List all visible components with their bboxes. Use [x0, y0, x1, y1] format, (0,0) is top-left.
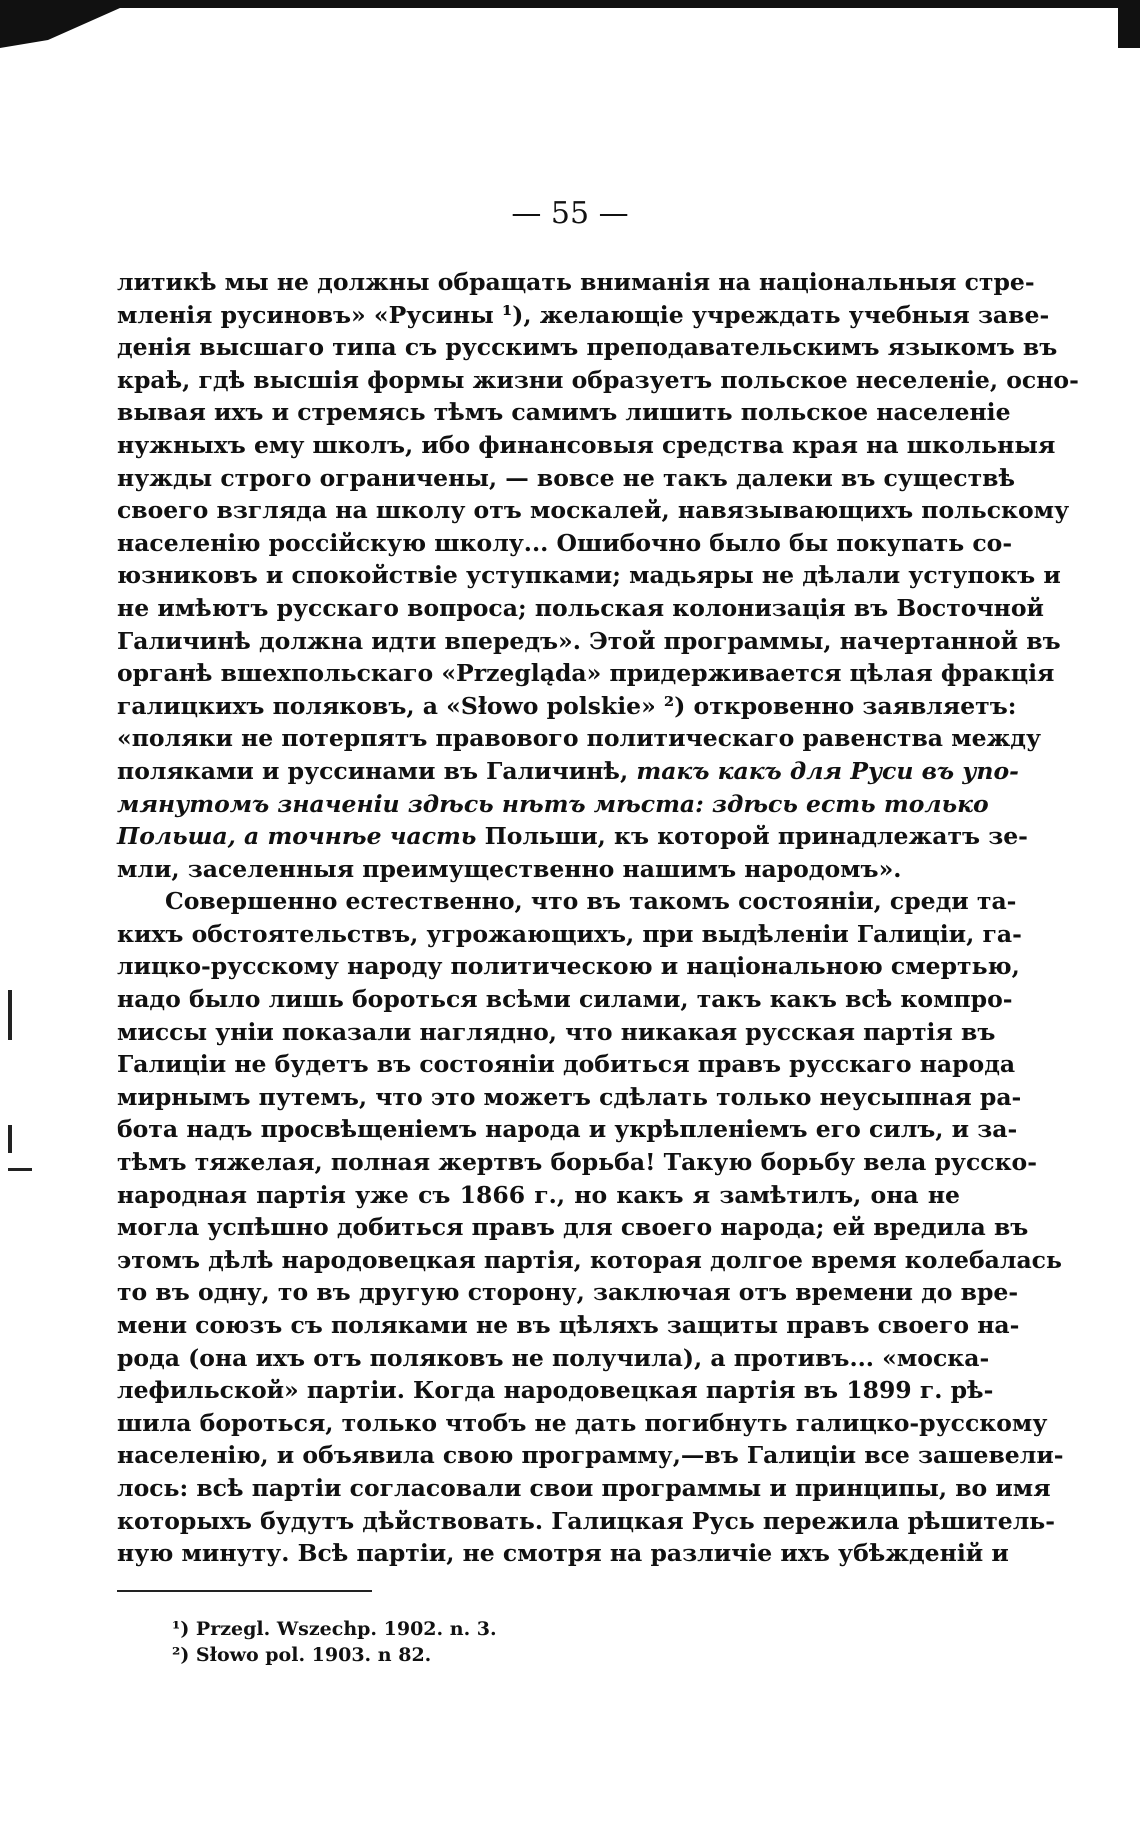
- scan-edge-mark: [8, 1125, 12, 1153]
- text-line: населенію, и объявила свою программу,—въ Галиціи все зашевели-: [117, 1441, 1064, 1470]
- text-line: своего взгляда на школу отъ москалей, навязывающихъ польскому: [117, 496, 1070, 525]
- body-text: [117, 266, 1079, 1570]
- text-line: тѣмъ тяжелая, полная жертвъ борьба! Такую борьбу вела русско-: [117, 1148, 1037, 1177]
- text-line: которыхъ будутъ дѣйствовать. Галицкая Русь пережила рѣшитель-: [117, 1506, 1056, 1535]
- text-line: лось: всѣ партіи согласовали свои программы и принципы, во имя: [117, 1473, 1051, 1502]
- footnote: ²) Słowo pol. 1903. n 82.: [172, 1644, 432, 1666]
- text-line: литикѣ мы не должны обращать вниманія на національныя стре-: [117, 268, 1035, 296]
- scan-corner-mark-right: [1118, 0, 1140, 48]
- italic-text: Польша, а точнѣе часть: [117, 822, 477, 851]
- text-line: «поляки не потерпятъ правового политическаго равенства между: [117, 724, 1042, 753]
- text-line: народная партія уже съ 1866 г., но какъ я замѣтилъ, она не: [117, 1180, 960, 1209]
- text-line: [117, 788, 989, 821]
- text-line: органѣ вшехпольскаго «Przegląda» придерживается цѣлая фракція: [117, 659, 1055, 688]
- text-line: могла успѣшно добиться правъ для своего народа; ей вредила въ: [117, 1213, 1029, 1242]
- text-line: мирнымъ путемъ, что это можетъ сдѣлать только неусыпная ра-: [117, 1082, 1022, 1111]
- text-line: мени союзъ съ поляками не въ цѣляхъ защиты правъ своего на-: [117, 1311, 1020, 1339]
- scan-edge-mark: [8, 1168, 32, 1171]
- text-line: [117, 820, 1028, 853]
- text-line: Совершенно естественно, что въ такомъ состояніи, среди та-: [165, 887, 1017, 916]
- text-line: шила бороться, только чтобъ не дать погибнуть галицко-русскому: [117, 1408, 1048, 1437]
- text-line: мли, заселенныя преимущественно нашимъ народомъ».: [117, 854, 902, 883]
- text-line: нужды строго ограничены, — вовсе не такъ далеки въ существѣ: [117, 463, 1015, 492]
- text-line: бота надъ просвѣщеніемъ народа и укрѣпленіемъ его силъ, и за-: [117, 1115, 1018, 1144]
- text-line: кихъ обстоятельствъ, угрожающихъ, при выдѣленіи Галиціи, га-: [117, 919, 1022, 948]
- text-line: мленія русиновъ» «Русины ¹), желающіе учреждать учебныя заве-: [117, 300, 1050, 329]
- text-line: [117, 755, 1019, 788]
- line-text: поляками и руссинами въ Галичинѣ,: [117, 756, 637, 785]
- text-line: краѣ, гдѣ высшія формы жизни образуетъ польское неселеніе, осно-: [117, 365, 1079, 394]
- text-line: Галиціи не будетъ въ состояніи добиться правъ русскаго народа: [117, 1050, 1016, 1079]
- text-line: этомъ дѣлѣ народовецкая партія, которая долгое время колебалась: [117, 1245, 1062, 1274]
- italic-text: мянутомъ значеніи здѣсь нѣтъ мѣста: здѣсь есть только: [117, 789, 989, 818]
- text-line: вывая ихъ и стремясь тѣмъ самимъ лишить польское населеніе: [117, 398, 1011, 427]
- text-line: ную минуту. Всѣ партіи, не смотря на различіе ихъ убѣжденій и: [117, 1539, 1009, 1568]
- text-line: денія высшаго типа съ русскимъ преподавательскимъ языкомъ въ: [117, 333, 1058, 362]
- text-line: нужныхъ ему школъ, ибо финансовыя средства края на школьныя: [117, 430, 1056, 459]
- text-line: галицкихъ поляковъ, а «Słowo polskie» ²) откровенно заявляетъ:: [117, 691, 1017, 720]
- footnote: ¹) Przegl. Wszechp. 1902. n. 3.: [172, 1618, 497, 1640]
- text-line: Галичинѣ должна идти впередъ». Этой программы, начертанной въ: [117, 626, 1061, 655]
- text-line: надо было лишь бороться всѣми силами, такъ какъ всѣ компро-: [117, 985, 1013, 1014]
- text-line: рода (она ихъ отъ поляковъ не получила), а противъ... «моска-: [117, 1343, 990, 1372]
- text-line: юзниковъ и спокойствіе уступками; мадьяры не дѣлали уступокъ и: [117, 561, 1061, 590]
- page-number: — 55 —: [511, 196, 629, 231]
- text-line: не имѣютъ русскаго вопроса; польская колонизація въ Восточной: [117, 593, 1044, 622]
- scan-top-border: [0, 0, 1140, 8]
- scan-edge-mark: [8, 990, 12, 1040]
- text-line: лицко-русскому народу политическою и національною смертью,: [117, 952, 1020, 981]
- text-line: то въ одну, то въ другую сторону, заключая отъ времени до вре-: [117, 1278, 1019, 1307]
- text-line: населенію россійскую школу... Ошибочно было бы покупать со-: [117, 528, 1013, 557]
- line-text: Польши, къ которой принадлежатъ зе-: [476, 822, 1028, 851]
- text-line: лефильской» партіи. Когда народовецкая партія въ 1899 г. рѣ-: [117, 1376, 994, 1405]
- footnote-separator: [117, 1590, 372, 1592]
- footnotes: [172, 1616, 497, 1668]
- italic-text: такъ какъ для Руси въ упо-: [636, 756, 1019, 785]
- text-line: миссы уніи показали наглядно, что никакая русская партія въ: [117, 1017, 996, 1046]
- scan-corner-mark-left: [0, 8, 120, 48]
